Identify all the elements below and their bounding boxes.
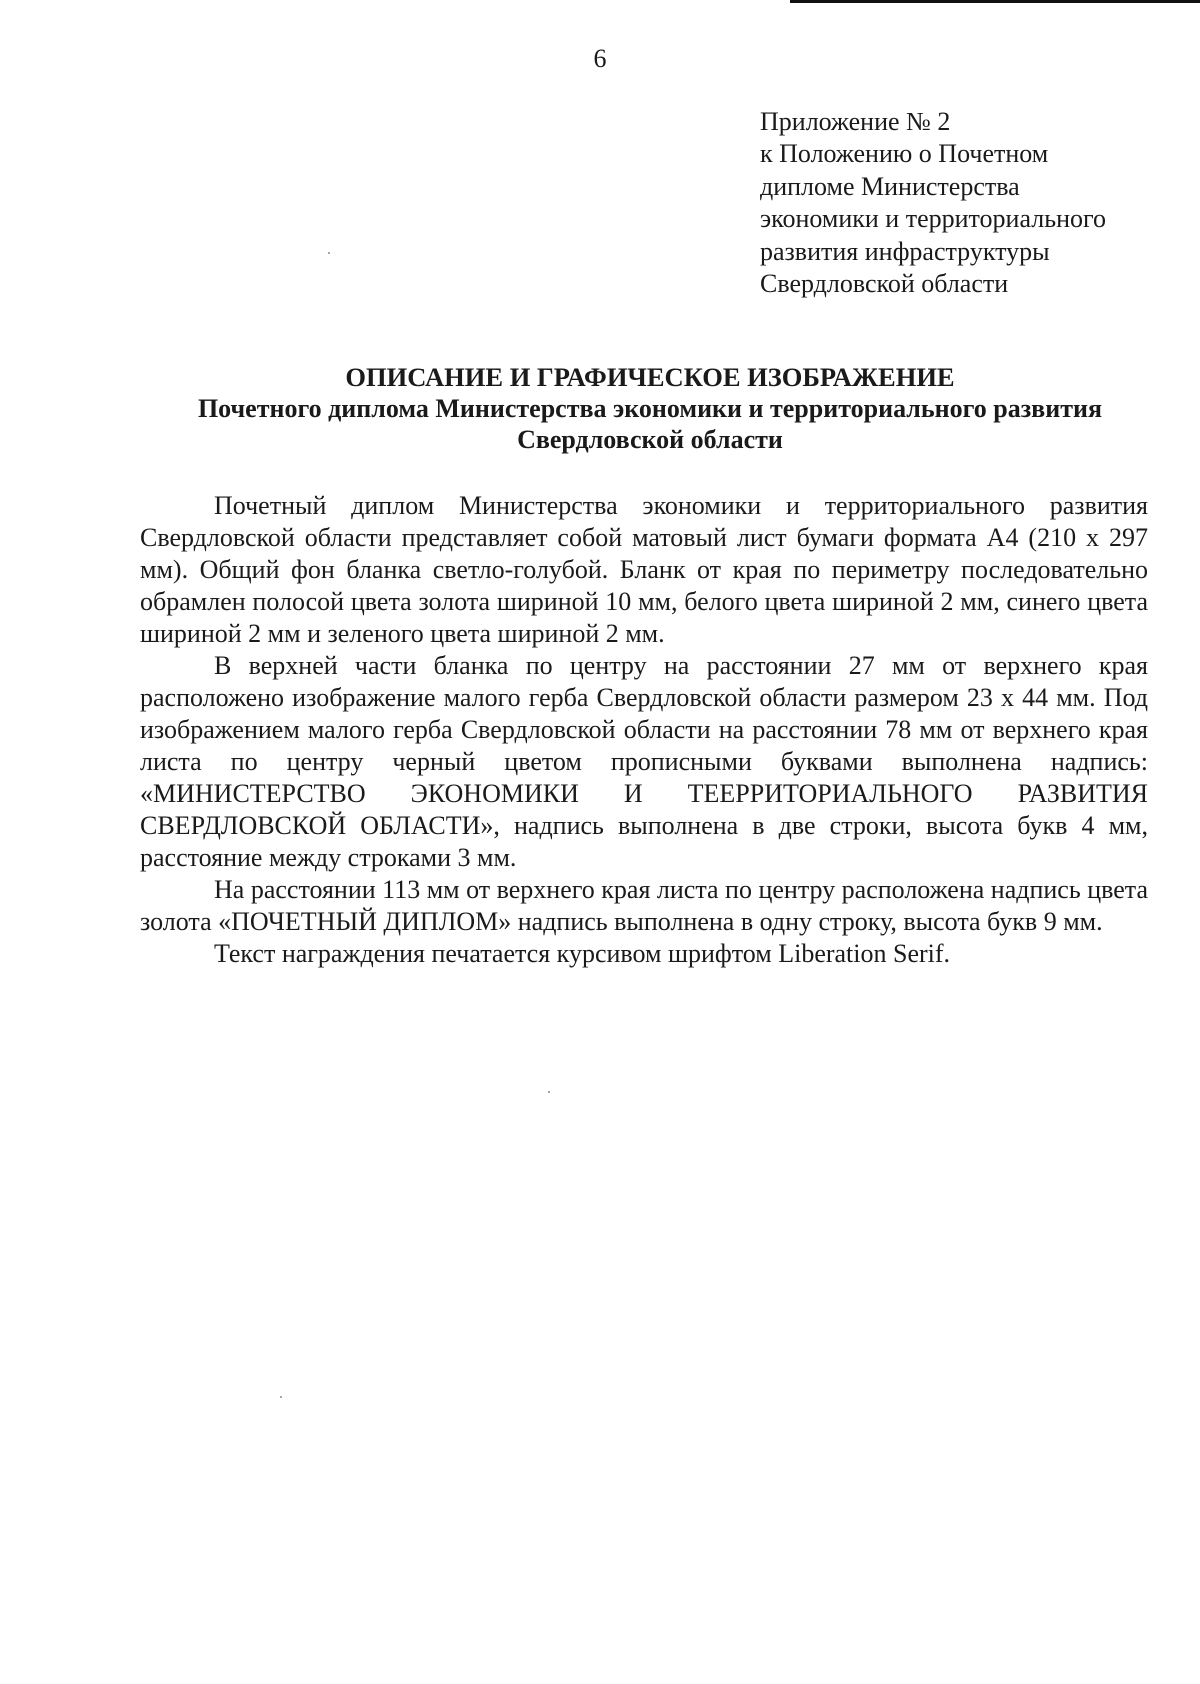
appendix-line: дипломе Министерства bbox=[760, 171, 1020, 201]
top-edge-rule bbox=[790, 0, 1200, 3]
body-paragraph: Почетный диплом Министерства экономики и территориального развития Свердловской области представляет собой матовый лист бумаги формата А4 (210 х 297 мм). Общий фон бланка светло-голубой. Бланк от края по периметру последовательно обрамлен полосой цвета золота шириной 10 мм, белого цвета шириной 2 мм, синего цвета шириной 2 мм и зеленого цвета шириной 2 мм. bbox=[140, 491, 1148, 648]
heading-subtitle: Почетного диплома Министерства экономики и территориального развития bbox=[197, 394, 1103, 423]
body-paragraph: Текст награждения печатается курсивом шрифтом Liberation Serif. bbox=[214, 939, 951, 968]
body-paragraph: На расстоянии 113 мм от верхнего края листа по центру расположена надпись цвета золота «ПОЧЕТНЫЙ ДИПЛОМ» надпись выполнена в одну строку, высота букв 9 мм. bbox=[140, 875, 1148, 936]
appendix-line: экономики и территориального bbox=[760, 204, 1106, 234]
appendix-line: Свердловской области bbox=[760, 269, 1009, 299]
body-paragraph: В верхней части бланка по центру на расстоянии 27 мм от верхнего края расположено изображение малого герба Свердловской области размером 23 х 44 мм. Под изображением малого герба Свердловской области на расстоянии 78 мм от верхнего края листа по центру черный цветом прописными буквами выполнена надпись: «МИНИСТЕРСТВО ЭКОНОМИКИ И ТЕЕРРИТОРИАЛЬНОГО РАЗВИТИЯ СВЕРДЛОВСКОЙ ОБЛАСТИ», надпись выполнена в две строки, высота букв 4 мм, расстояние между строками 3 мм. bbox=[140, 651, 1148, 872]
scan-speck bbox=[280, 1396, 282, 1398]
document-heading bbox=[100, 362, 1200, 455]
heading-title: ОПИСАНИЕ И ГРАФИЧЕСКОЕ ИЗОБРАЖЕНИЕ bbox=[345, 362, 955, 392]
scan-speck bbox=[328, 252, 330, 254]
page-number: 6 bbox=[593, 44, 607, 73]
document-body bbox=[140, 490, 1148, 970]
appendix-reference bbox=[760, 106, 1180, 300]
appendix-line: развития инфраструктуры bbox=[760, 236, 1050, 266]
heading-subtitle-region: Свердловской области bbox=[517, 425, 783, 454]
appendix-line: к Положению о Почетном bbox=[760, 139, 1049, 169]
scan-speck bbox=[548, 1091, 550, 1093]
appendix-line: Приложение № 2 bbox=[760, 107, 951, 136]
